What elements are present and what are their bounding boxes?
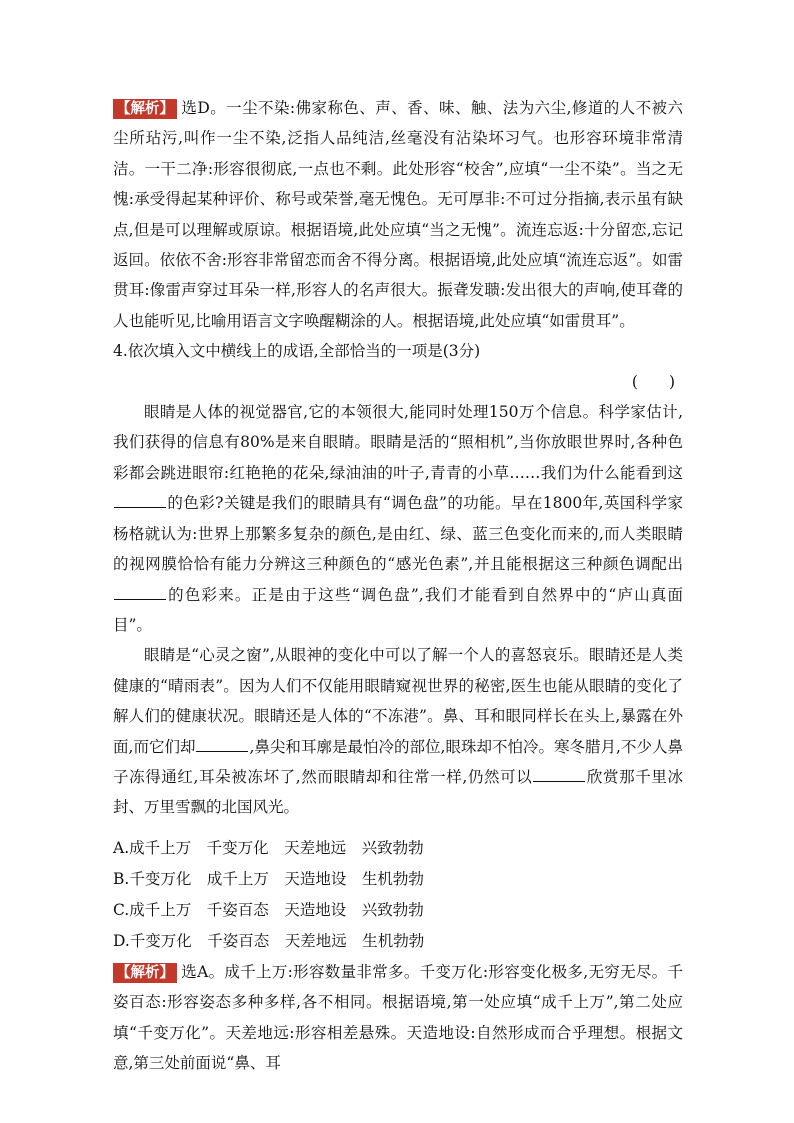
option-d: D.千变万化 千姿百态 天差地远 生机勃勃: [113, 931, 425, 950]
passage-paragraph-2: [113, 640, 683, 822]
analysis-tag: 【解析】: [113, 963, 177, 983]
option-b: B.千变万化 成千上万 天造地设 生机勃勃: [113, 869, 424, 888]
analysis-paragraph-2: [113, 957, 683, 1079]
passage-paragraph-1: [113, 397, 683, 640]
document-page: [113, 93, 683, 1078]
answer-options: [113, 833, 683, 957]
option-c: C.成千上万 千姿百态 天造地设 兴致勃勃: [113, 900, 424, 919]
fill-blank-2: [114, 585, 166, 600]
option-a: A.成千上万 千变万化 天差地远 兴致勃勃: [113, 838, 424, 857]
passage-text: 欣赏那千里冰封、万里雪飘的北国风光。: [113, 767, 683, 817]
analysis-tag: 【解析】: [113, 99, 177, 119]
fill-blank-1: [114, 493, 166, 508]
passage-text: 的色彩?关键是我们的眼睛具有“调色盘”的功能。早在1800年,英国科学家杨格就认为:世界上那繁多复杂的颜色,是由红、绿、蓝三色变化而来的,而人类眼睛的视网膜恰恰有能力分辨这三种颜色的“感光色素”,并且能根据这三种颜色调配出: [113, 494, 683, 574]
fill-blank-4: [533, 767, 585, 782]
passage-text: 眼睛是“心灵之窗”,从眼神的变化中可以了解一个人的喜怒哀乐。眼睛还是人类健康的“晴雨表”。因为人们不仅能用眼睛窥视世界的秘密,医生也能从眼睛的变化了解人们的健康状况。眼睛还是人体的“不冻港”。鼻、耳和眼同样长在头上,暴露在外面,而它们却: [113, 646, 683, 756]
answer-parentheses: ( ): [631, 372, 675, 391]
passage-text: ,鼻尖和耳廓是最怕冷的部位,眼珠却不怕冷。寒冬腊月,不少人鼻子冻得通红,耳朵被冻坏了,然而眼睛却和往常一样,仍然可以: [113, 737, 683, 786]
passage-text: 眼睛是人体的视觉器官,它的本领很大,能同时处理150万个信息。科学家估计,我们获得的信息有80%是来自眼睛。眼睛是活的“照相机”,当你放眼世界时,各种色彩都会跳进眼帘:红艳艳的花朵,绿油油的叶子,青青的小草……我们为什么能看到这: [113, 403, 683, 482]
analysis-text: 选D。一尘不染:佛家称色、声、香、味、触、法为六尘,修道的人不被六尘所玷污,叫作一尘不染,泛指人品纯洁,丝毫没有沾染坏习气。也形容环境非常清洁。一干二净:形容很彻底,一点也不剩。此处形容“校舍”,应填“一尘不染”。当之无愧:承受得起某种评价、称号或荣誉,毫无愧色。无可厚非:不可过分指摘,表示虽有缺点,但是可以理解或原谅。根据语境,此处应填“当之无愧”。流连忘返:十分留恋,忘记返回。依依不舍:形容非常留恋而舍不得分离。根据语境,此处应填“流连忘返”。如雷贯耳:像雷声穿过耳朵一样,形容人的名声很大。振聋发聩:发出很大的声响,使耳聋的人也能听见,比喻用语言文字唤醒糊涂的人。根据语境,此处应填“如雷贯耳”。: [113, 99, 683, 330]
passage-text: 的色彩来。正是由于这些“调色盘”,我们才能看到自然界中的“庐山真面目”。: [113, 585, 683, 634]
analysis-paragraph-1: [113, 93, 683, 336]
question-stem: 4.依次填入文中横线上的成语,全部恰当的一项是(3分): [113, 342, 481, 361]
analysis-text: 选A。成千上万:形容数量非常多。千变万化:形容变化极多,无穷无尽。千姿百态:形容姿态多种多样,各不相同。根据语境,第一处应填“成千上万”,第二处应填“千变万化”。天差地远:形容相差悬殊。天造地设:自然形成而合乎理想。根据文意,第三处前面说“鼻、耳: [113, 962, 683, 1072]
fill-blank-3: [196, 737, 248, 752]
